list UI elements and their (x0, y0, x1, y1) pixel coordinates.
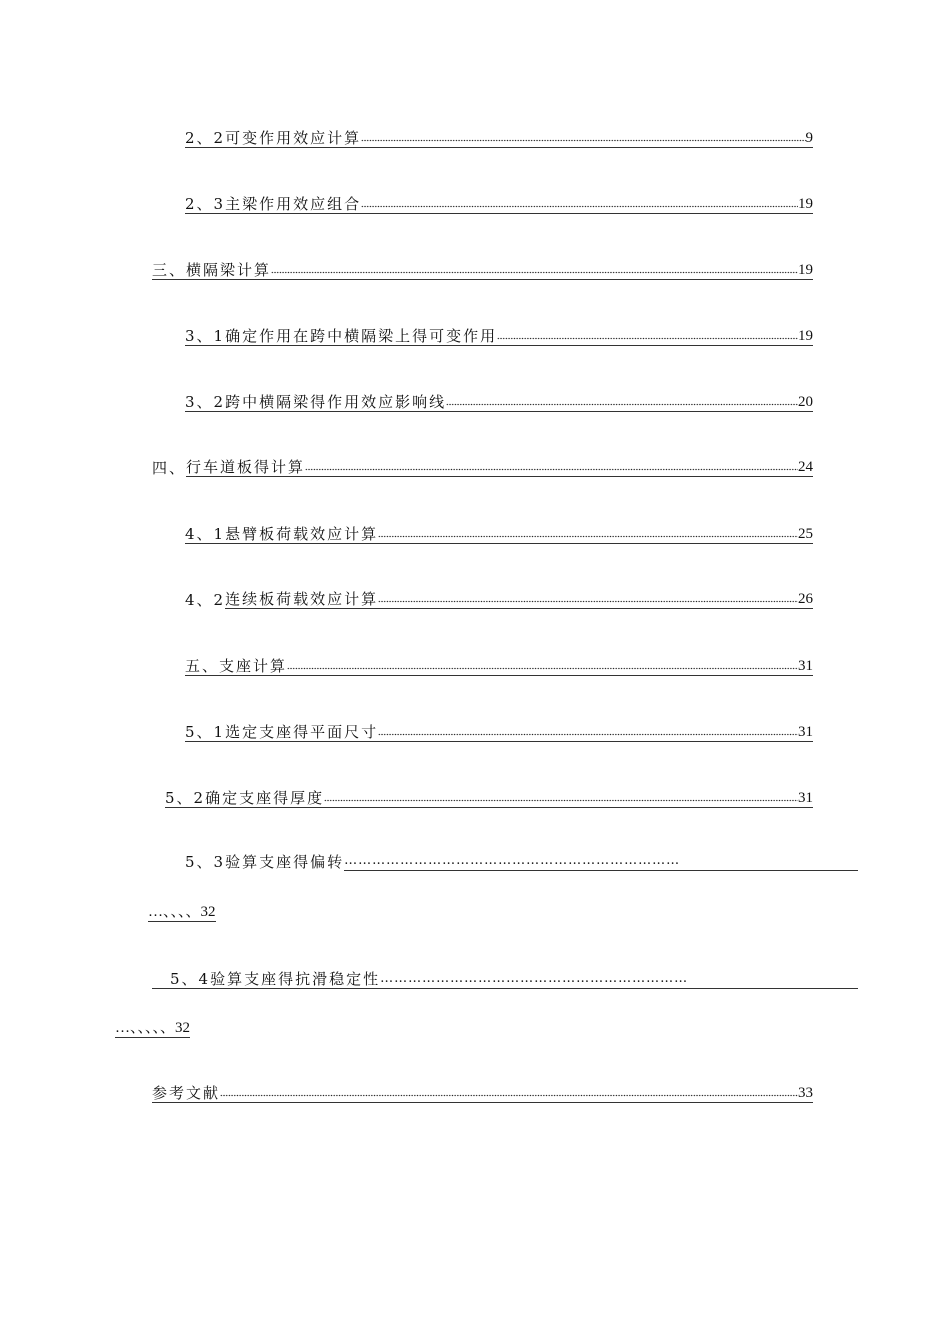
dot-leader (324, 785, 798, 807)
toc-entry-label: 参考文献 (152, 1084, 221, 1102)
toc-entry-label: 三、横隔梁计算 (152, 261, 272, 279)
toc-entry-3-1[interactable] (185, 323, 813, 346)
toc-page-number: 19 (798, 262, 813, 278)
toc-page-number: 33 (798, 1085, 813, 1101)
toc-entry-references[interactable] (152, 1080, 813, 1103)
toc-entry-label: 2、3主梁作用效应组合 (185, 195, 362, 213)
toc-entry-prefix: 4、2 (185, 591, 226, 609)
toc-entry-4-2[interactable] (185, 587, 813, 609)
toc-entry-5-3[interactable] (185, 849, 858, 871)
toc-entry-label: 5、2确定支座得厚度 (165, 789, 325, 807)
toc-entry-label: 4、1悬臂板荷载效应计算 (185, 525, 379, 543)
toc-entry-prefix: 四、 (152, 459, 187, 477)
toc-page-number: 19 (798, 328, 813, 344)
toc-page-number: 25 (798, 526, 813, 542)
toc-entry-label: 行车道板得计算 (186, 458, 306, 476)
toc-entry-2-2[interactable] (185, 125, 813, 148)
toc-entry-label: 五、支座计算 (185, 657, 288, 675)
toc-page-number: 31 (798, 724, 813, 740)
toc-entry-4-1[interactable] (185, 521, 813, 544)
toc-entry-5[interactable] (185, 653, 813, 676)
toc-entry-label: 3、2跨中横隔梁得作用效应影响线 (185, 393, 447, 411)
dot-leader (446, 389, 798, 411)
toc-page-number: 24 (798, 459, 813, 475)
toc-entry-label: 连续板荷载效应计算 (225, 590, 379, 608)
dot-leader (287, 653, 798, 675)
toc-page-number: 26 (798, 591, 813, 607)
toc-entry-label: 2、2可变作用效应计算 (185, 129, 362, 147)
dot-leader (361, 125, 805, 147)
toc-page-number: 31 (798, 790, 813, 806)
dot-leader (378, 521, 798, 543)
toc-page-number: …、、、、、32 (115, 1020, 191, 1036)
toc-entry-3[interactable] (152, 257, 813, 280)
toc-entry-label: 5、1选定支座得平面尺寸 (185, 723, 379, 741)
dot-leader (378, 586, 798, 608)
toc-page-number: 20 (798, 394, 813, 410)
toc-entry-5-2[interactable] (165, 785, 813, 808)
toc-page-number: …、、、、32 (148, 904, 216, 920)
toc-entry-label: 5、4验算支座得抗滑稳定性 (170, 970, 381, 988)
toc-entry-3-2[interactable] (185, 389, 813, 412)
toc-entry-2-3[interactable] (185, 191, 813, 214)
toc-entry-label: 3、1确定作用在跨中横隔梁上得可变作用 (185, 327, 498, 345)
toc-page-number: 19 (798, 196, 813, 212)
dot-leader (305, 454, 798, 476)
dot-leader (378, 719, 798, 741)
toc-entry-4[interactable] (152, 455, 813, 477)
toc-entry-5-1[interactable] (185, 719, 813, 742)
dot-leader (220, 1080, 798, 1102)
dot-leader (497, 323, 798, 345)
toc-entry-underlined-part (225, 586, 813, 609)
toc-entry-5-3-continuation[interactable] (148, 899, 216, 922)
toc-page-number: 9 (805, 130, 813, 146)
toc-entry-underlined-part (186, 454, 813, 477)
toc-page-number: 31 (798, 658, 813, 674)
dot-leader: ………………………………………………………… (380, 971, 689, 986)
toc-entry-5-4[interactable] (152, 966, 858, 989)
dot-leader (271, 257, 798, 279)
toc-entry-label: 5、3验算支座得偏转 (185, 853, 345, 871)
dot-leader: ……………………………………………………………… (344, 852, 858, 871)
dot-leader (361, 191, 798, 213)
toc-entry-5-4-continuation[interactable] (115, 1015, 190, 1038)
